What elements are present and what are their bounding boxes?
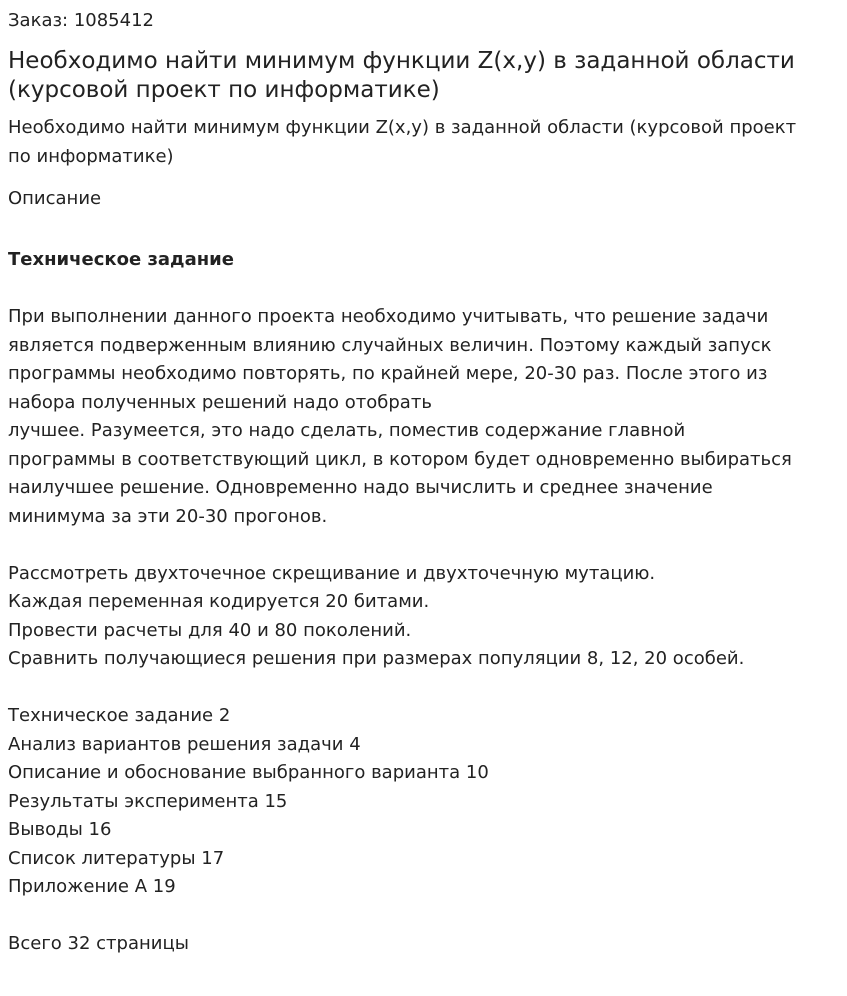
contents-item: Техническое задание 2 (8, 705, 231, 726)
paragraph-line: лучшее. Разумеется, это надо сделать, поместив содержание главной (8, 420, 686, 441)
paragraph-line: наилучшее решение. Одновременно надо вычислить и среднее значение (8, 477, 713, 498)
paragraph-line: набора полученных решений надо отобрать (8, 391, 432, 413)
contents-item: Анализ вариантов решения задачи 4 (8, 733, 361, 755)
spec-paragraph (8, 303, 843, 531)
order-number: Заказ: 1085412 (8, 10, 154, 31)
contents-item: Список литературы 17 (8, 847, 225, 869)
page-title: Необходимо найти минимум функции Z(x,y) в заданной области (курсовой проект по информатике) (8, 48, 795, 103)
total-pages-block (8, 930, 847, 959)
paragraph-line: является подверженным влиянию случайных величин. Поэтому каждый запуск (8, 334, 772, 356)
requirement-item: Сравнить получающиеся решения при размерах популяции 8, 12, 20 особей. (8, 648, 745, 669)
contents-item: Выводы 16 (8, 819, 112, 840)
requirement-item: Провести расчеты для 40 и 80 поколений. (8, 619, 412, 641)
contents-item: Описание и обоснование выбранного варианта 10 (8, 762, 489, 783)
requirement-item: Рассмотреть двухточечное скрещивание и двухточечную мутацию. (8, 562, 656, 584)
contents-item: Результаты эксперимента 15 (8, 790, 288, 812)
paragraph-line: программы необходимо повторять, по крайней мере, 20-30 раз. После этого из (8, 363, 768, 384)
requirements-list (8, 560, 847, 674)
total-pages: Всего 32 страницы (8, 933, 189, 954)
paragraph-line: программы в соответствующий цикл, в котором будет одновременно выбираться (8, 448, 792, 470)
contents-list (8, 702, 847, 902)
paragraph-line: При выполнении данного проекта необходимо учитывать, что решение задачи (8, 306, 769, 327)
technical-spec-heading: Техническое задание (8, 249, 234, 270)
description-heading: Описание (8, 188, 102, 209)
requirement-item: Каждая переменная кодируется 20 битами. (8, 591, 430, 612)
contents-item: Приложение А 19 (8, 876, 176, 897)
page-subtitle: Необходимо найти минимум функции Z(x,y) в заданной области (курсовой проект по информатике) (8, 117, 797, 167)
paragraph-line: минимума за эти 20-30 прогонов. (8, 505, 328, 527)
